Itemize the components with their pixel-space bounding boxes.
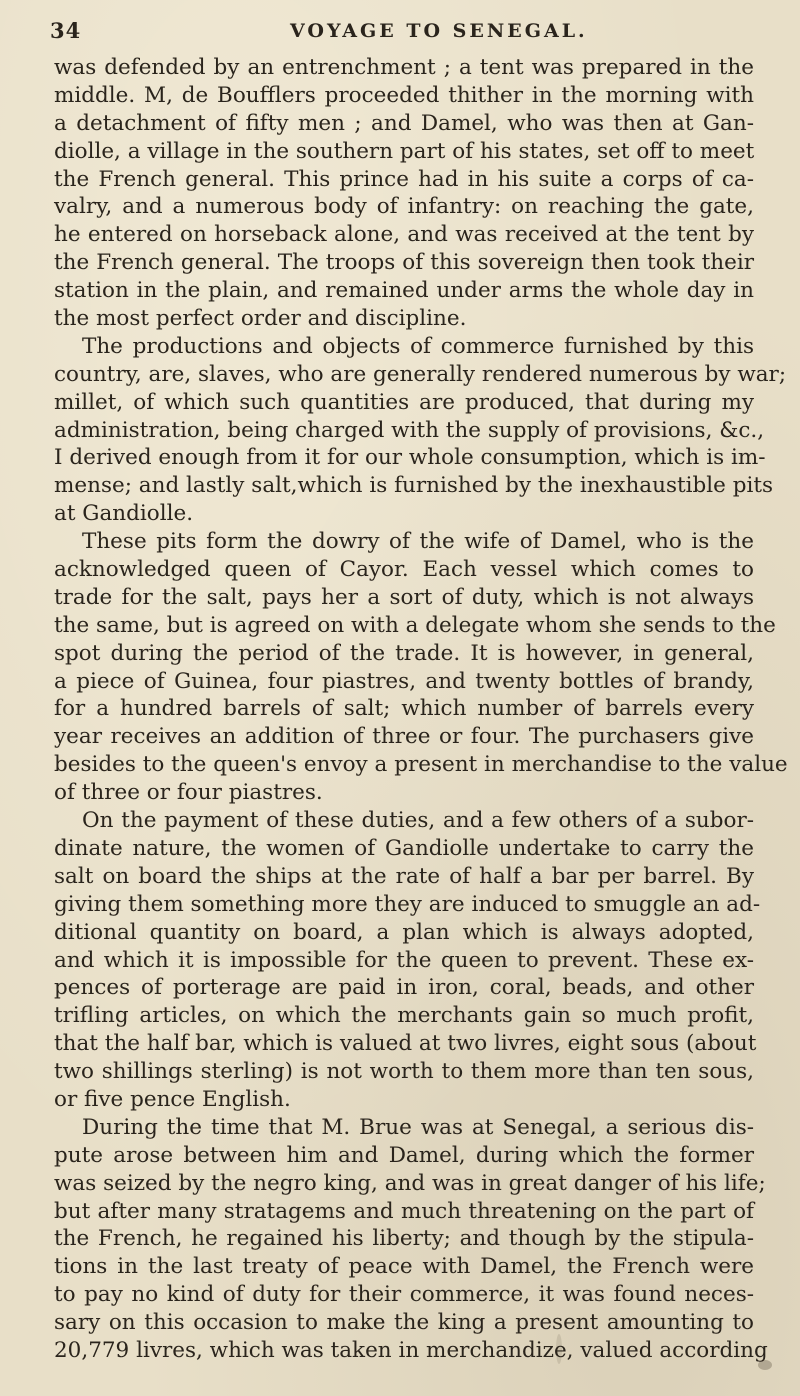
text-line: was defended by an entrenchment ; a tent was prepared in the bbox=[54, 55, 754, 80]
text-line: that the half bar, which is valued at two livres, eight sous (about bbox=[54, 1031, 757, 1057]
running-head: VOYAGE TO SENEGAL. bbox=[290, 20, 588, 42]
text-line: middle. M, de Boufflers proceeded thither in the morning with bbox=[54, 82, 754, 108]
text-line: sary on this occasion to make the king a present amounting to bbox=[54, 1310, 754, 1336]
text-line: at Gandiolle. bbox=[54, 501, 194, 527]
page-number: 34 bbox=[50, 18, 82, 43]
paragraph-start-line: On the payment of these duties, and a few others of a subor- bbox=[82, 808, 754, 834]
text-line: spot during the period of the trade. It is however, in general, bbox=[54, 640, 754, 666]
text-line: besides to the queen's envoy a present in merchandise to the value bbox=[54, 752, 788, 778]
text-line: but after many stratagems and much threatening on the part of bbox=[54, 1198, 754, 1224]
text-line: he entered on horseback alone, and was received at the tent by bbox=[54, 222, 754, 248]
paragraph-start-line: These pits form the dowry of the wife of Damel, who is the bbox=[82, 529, 754, 555]
text-line: to pay no kind of duty for their commerce, it was found neces- bbox=[54, 1282, 754, 1308]
text-line: trade for the salt, pays her a sort of duty, which is not always bbox=[54, 584, 754, 610]
text-line: country, are, slaves, who are generally rendered numerous by war; bbox=[54, 361, 787, 387]
text-line: was seized by the negro king, and was in great danger of his life; bbox=[54, 1170, 766, 1196]
ink-blot bbox=[758, 1360, 772, 1370]
text-line: millet, of which such quantities are produced, that during my bbox=[54, 389, 754, 415]
text-line: tions in the last treaty of peace with Damel, the French were bbox=[54, 1254, 754, 1280]
text-line: the most perfect order and discipline. bbox=[54, 306, 467, 332]
text-line: trifling articles, on which the merchants gain so much profit, bbox=[54, 1003, 754, 1029]
text-line: the same, but is agreed on with a delegate whom she sends to the bbox=[54, 612, 776, 638]
text-line: station in the plain, and remained under arms the whole day in bbox=[54, 278, 754, 304]
text-line: valry, and a numerous body of infantry: on reaching the gate, bbox=[54, 194, 754, 220]
text-line: a piece of Guinea, four piastres, and twenty bottles of brandy, bbox=[54, 668, 754, 694]
text-line: for a hundred barrels of salt; which number of barrels every bbox=[54, 696, 754, 722]
body-text bbox=[54, 54, 788, 1365]
text-line: or five pence English. bbox=[54, 1086, 291, 1112]
text-line: giving them something more they are induced to smuggle an ad- bbox=[54, 891, 761, 917]
text-line: salt on board the ships at the rate of half a bar per barrel. By bbox=[54, 863, 754, 889]
text-line: the French general. The troops of this sovereign then took their bbox=[54, 250, 754, 276]
text-line: the French general. This prince had in his suite a corps of ca- bbox=[54, 166, 754, 192]
text-line: and which it is impossible for the queen to prevent. These ex- bbox=[54, 947, 754, 973]
text-line: I derived enough from it for our whole consumption, which is im- bbox=[54, 445, 766, 471]
text-line: of three or four piastres. bbox=[54, 780, 323, 806]
text-line: pute arose between him and Damel, during which the former bbox=[54, 1142, 754, 1168]
text-line: 20,779 livres, which was taken in merchandize, valued according bbox=[54, 1337, 768, 1363]
text-line: administration, being charged with the supply of provisions, &c., bbox=[54, 417, 765, 443]
text-line: year receives an addition of three or four. The purchasers give bbox=[54, 724, 754, 750]
text-line: the French, he regained his liberty; and though by the stipula- bbox=[54, 1226, 754, 1252]
paragraph-start-line: During the time that M. Brue was at Senegal, a serious dis- bbox=[82, 1114, 754, 1140]
page-header bbox=[50, 12, 740, 46]
text-line: a detachment of fifty men ; and Damel, who was then at Gan- bbox=[54, 110, 754, 136]
text-line: dinate nature, the women of Gandiolle undertake to carry the bbox=[54, 835, 754, 861]
text-line: acknowledged queen of Cayor. Each vessel which comes to bbox=[54, 557, 754, 583]
text-line: diolle, a village in the southern part of his states, set off to meet bbox=[54, 138, 755, 164]
text-line: two shillings sterling) is not worth to them more than ten sous, bbox=[54, 1059, 754, 1085]
text-line: mense; and lastly salt,which is furnished by the inexhaustible pits bbox=[54, 473, 774, 499]
text-line: ditional quantity on board, a plan which is always adopted, bbox=[54, 919, 754, 945]
ink-blot bbox=[556, 1334, 562, 1364]
text-line: pences of porterage are paid in iron, coral, beads, and other bbox=[54, 975, 754, 1001]
paragraph-start-line: The productions and objects of commerce furnished by this bbox=[82, 333, 754, 359]
